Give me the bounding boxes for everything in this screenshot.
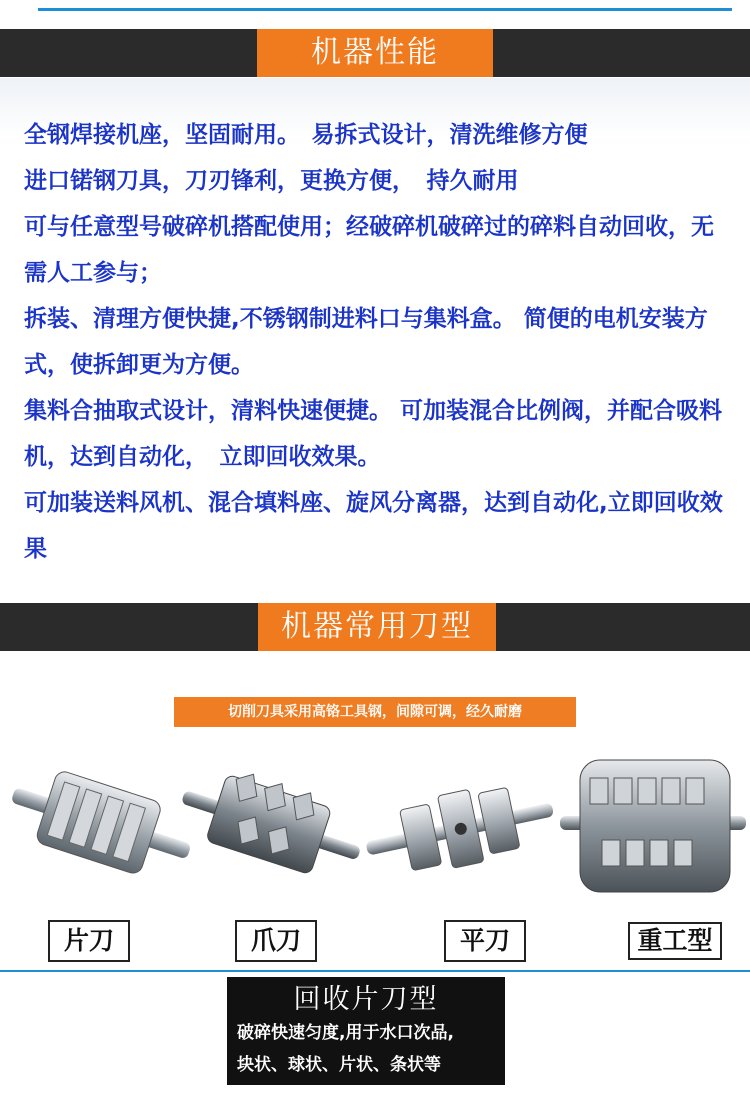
feature-item: 可加装送料风机、混合填料座、旋风分离器，达到自动化,立即回收效果 — [24, 490, 723, 562]
feature-item: 拆装、清理方便快捷,不锈钢制进料口与集料盒。 简便的电机安装方式，使拆卸更为方便。 — [24, 306, 708, 378]
blade-label-heavy-duty: 重工型 — [628, 922, 722, 960]
roller-image-flat-knife — [8, 760, 193, 890]
blade-label-claw-knife: 爪刀 — [235, 920, 317, 962]
recycle-desc-line: 破碎快速匀度,用于水口次品, — [237, 1023, 454, 1043]
section-title-performance: 机器性能 — [257, 29, 493, 77]
section-title-blades: 机器常用刀型 — [258, 603, 496, 651]
roller-image-claw-knife — [178, 762, 363, 892]
feature-list — [24, 112, 736, 572]
blade-label-flat-knife: 片刀 — [48, 920, 130, 962]
feature-item: 集料合抽取式设计，清料快速便捷。 可加装混合比例阀，并配合吸料机，达到自动化， 立即回收效果。 — [24, 398, 723, 470]
recycle-blade-info-box — [227, 977, 505, 1085]
recycle-title: 回收片刀型 — [293, 984, 439, 1015]
feature-item: 进口锘钢刀具，刀刃锋利，更换方便， 持久耐用 — [24, 168, 519, 194]
blade-rollers-photo — [0, 740, 750, 920]
recycle-desc-line: 块状、球状、片状、条状等 — [237, 1055, 441, 1075]
feature-item: 全钢焊接机座，坚固耐用。 易拆式设计，清洗维修方便 — [24, 122, 588, 148]
bottom-divider — [0, 970, 750, 972]
top-divider — [38, 8, 732, 11]
blade-label-flat-blade: 平刀 — [444, 920, 526, 962]
roller-image-flat-blade — [365, 770, 555, 890]
feature-item: 可与任意型号破碎机搭配使用；经破碎机破碎过的碎料自动回收，无需人工参与； — [24, 214, 714, 286]
section-header-performance — [0, 29, 750, 77]
roller-image-heavy-duty — [560, 748, 746, 908]
section-header-blades — [0, 603, 750, 651]
blade-material-banner: 切削刀具采用高铬工具钢，间隙可调，经久耐磨 — [174, 697, 576, 727]
